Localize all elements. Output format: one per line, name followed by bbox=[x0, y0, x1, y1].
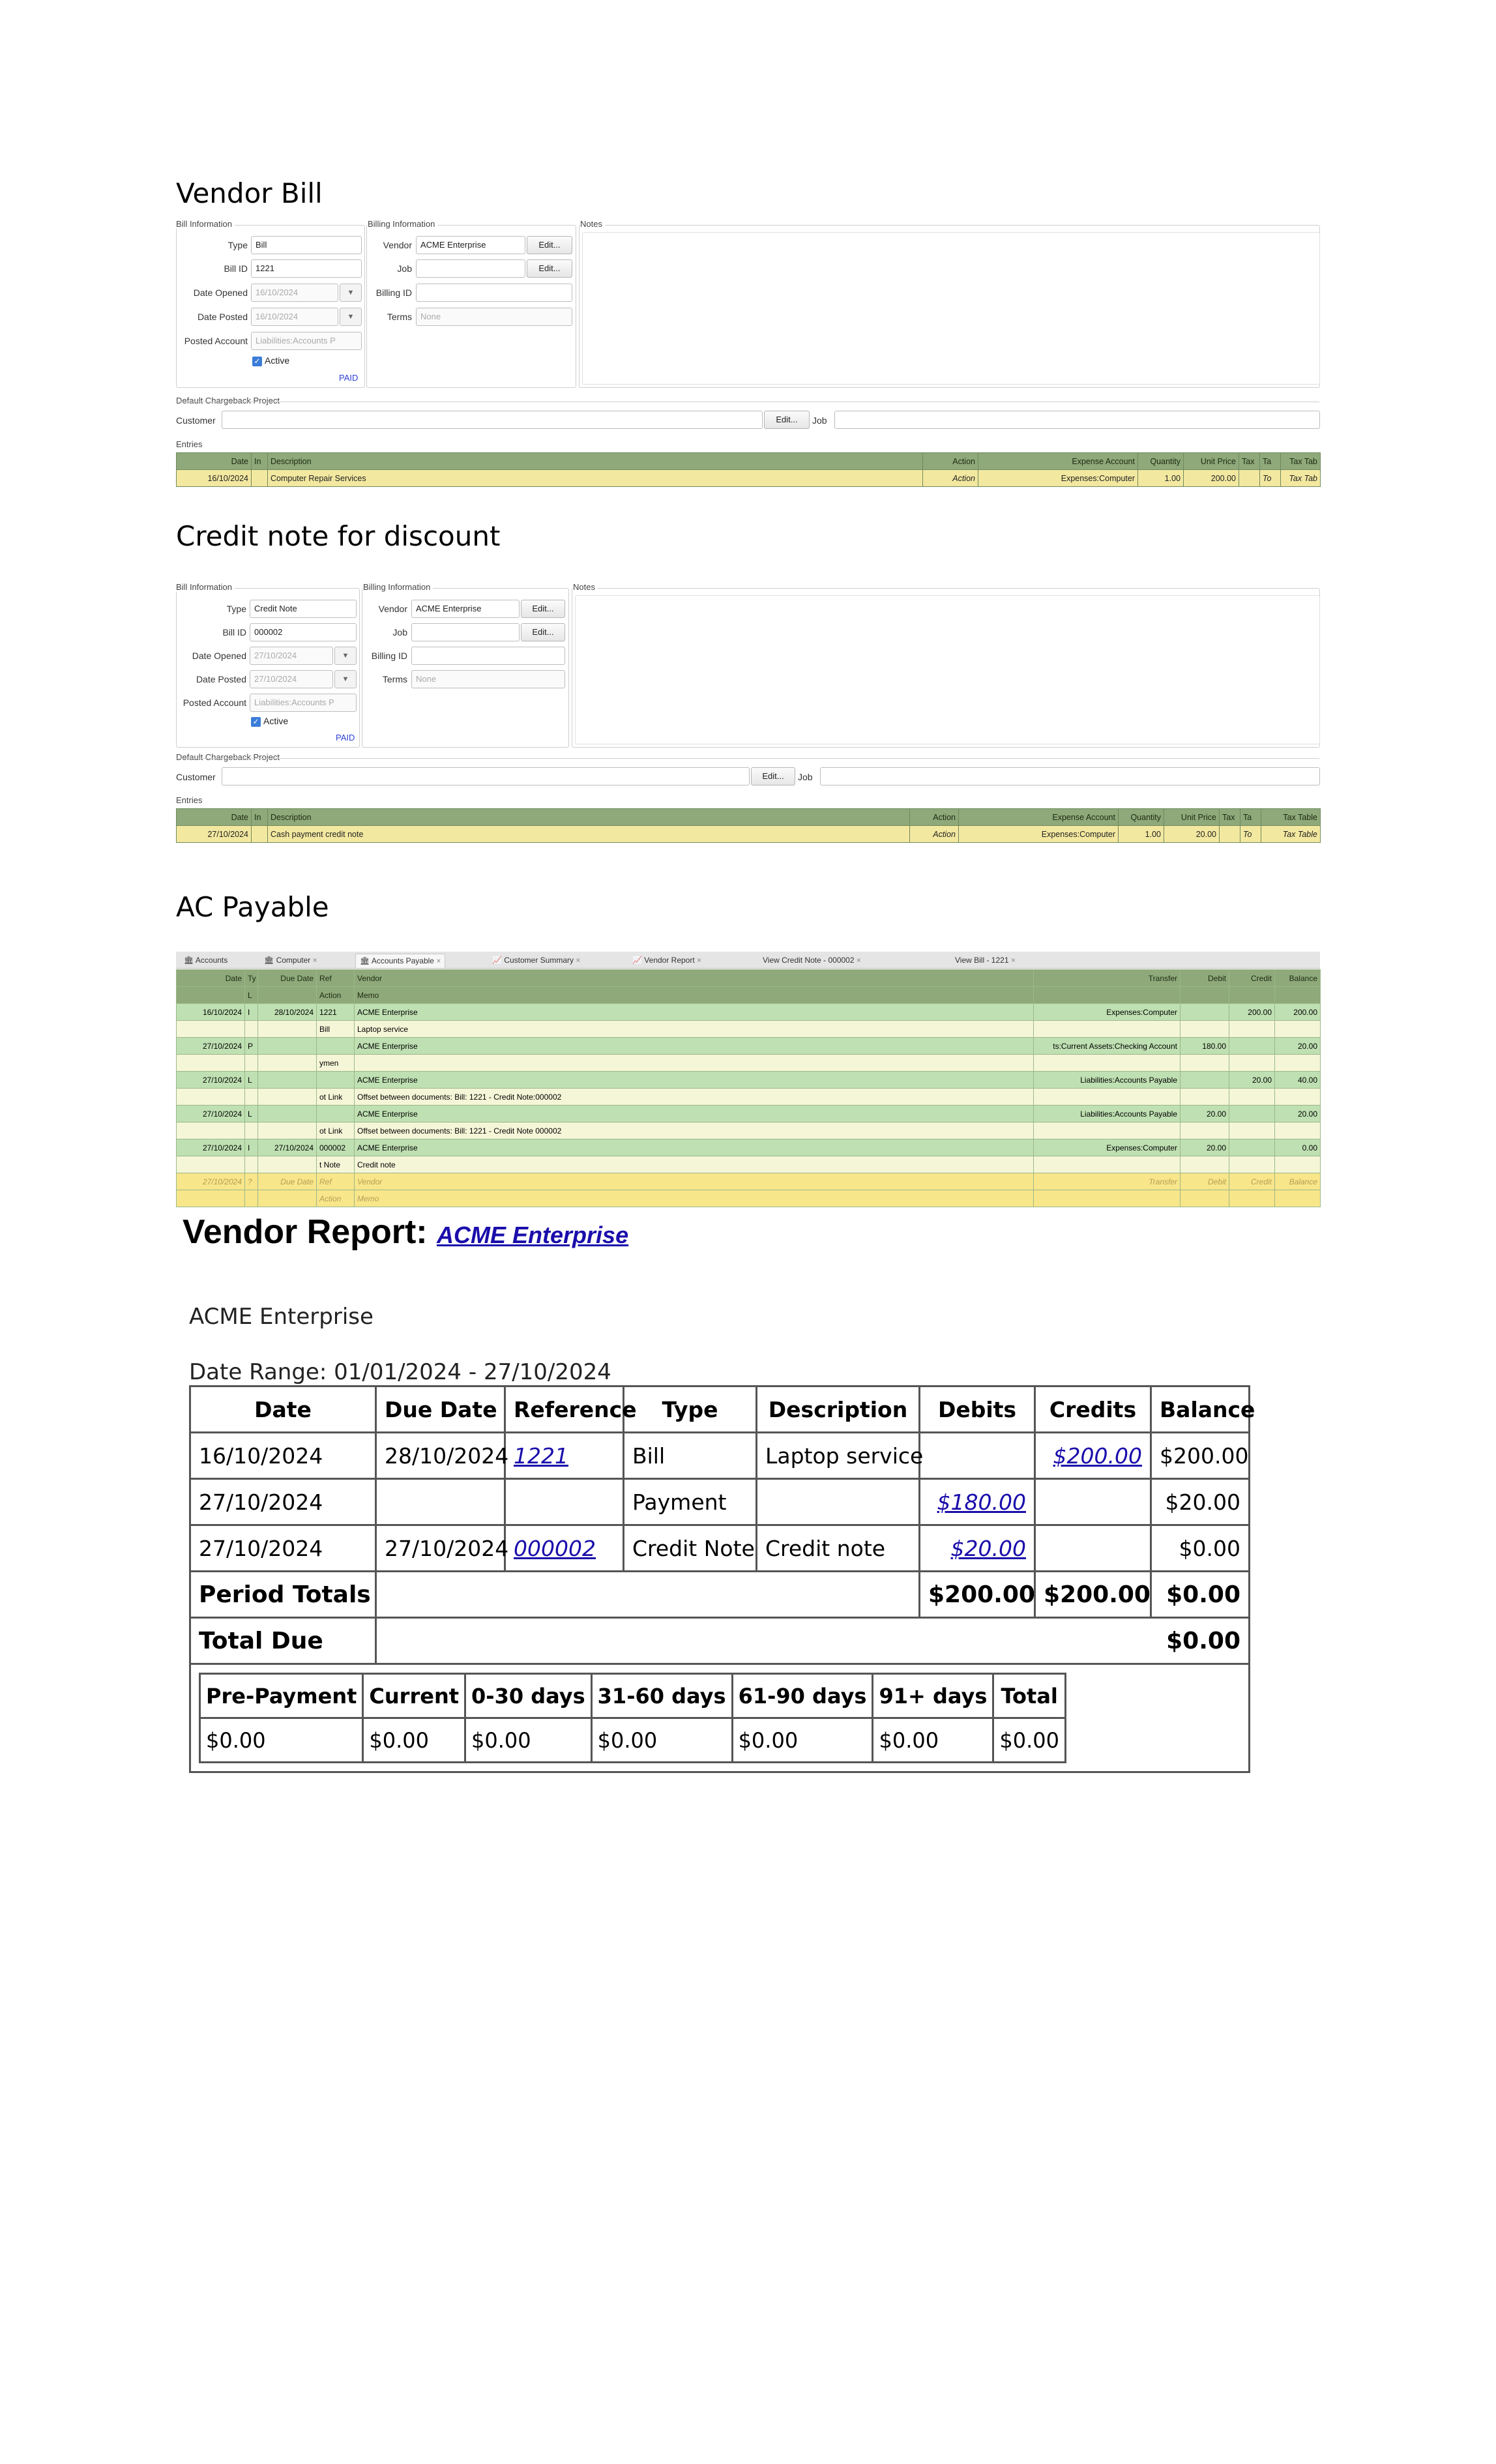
credit-notes-textarea[interactable] bbox=[575, 595, 1320, 744]
chargeback-job-label: Job bbox=[812, 415, 827, 426]
report-date-range: Date Range: 01/01/2024 - 27/10/2024 bbox=[189, 1359, 611, 1385]
credit-entries-table bbox=[176, 808, 1321, 843]
period-totals-row: Period Totals $200.00 $200.00 $0.00 bbox=[190, 1572, 1250, 1618]
terms-label: Terms bbox=[387, 312, 412, 322]
chargeback-job-field[interactable] bbox=[834, 411, 1320, 429]
tab-view-credit-note[interactable]: View Credit Note - 000002 × bbox=[763, 956, 861, 965]
credit-customer-edit-button[interactable]: Edit... bbox=[751, 767, 795, 785]
accounts-payable-register bbox=[176, 969, 1321, 1207]
table-row[interactable]: ot Link Offset between documents: Bill: 1221 - Credit Note 000002 bbox=[177, 1122, 1321, 1139]
credit-billing-info-legend: Billing Information bbox=[363, 582, 433, 592]
credit-paid-status: PAID bbox=[336, 733, 355, 742]
credit-bill-id-field[interactable]: 000002 bbox=[250, 623, 357, 641]
credit-date-posted-dropdown-icon[interactable]: ▼ bbox=[334, 670, 357, 688]
total-due-row: Total Due $0.00 bbox=[190, 1618, 1250, 1664]
tab-computer[interactable]: 🏛 Computer × bbox=[264, 956, 317, 965]
table-row[interactable]: 16/10/2024 Computer Repair Services Action Expenses:Computer 1.00 200.00 To Tax Tab bbox=[177, 470, 1321, 487]
vendor-label: Vendor bbox=[383, 240, 412, 250]
vendor-link[interactable]: ACME Enterprise bbox=[437, 1222, 629, 1248]
credit-date-opened-dropdown-icon[interactable]: ▼ bbox=[334, 647, 357, 665]
credit-bill-id-label: Bill ID bbox=[222, 627, 246, 638]
notes-textarea[interactable] bbox=[582, 232, 1320, 385]
type-label: Type bbox=[227, 240, 248, 250]
heading-vendor-bill: Vendor Bill bbox=[176, 177, 323, 209]
paid-status: PAID bbox=[339, 373, 359, 383]
tab-accounts-payable[interactable]: 🏛 Accounts Payable × bbox=[355, 954, 445, 968]
vendor-edit-button[interactable]: Edit... bbox=[527, 236, 572, 254]
aging-row bbox=[190, 1664, 1250, 1772]
close-icon[interactable]: × bbox=[1010, 956, 1016, 965]
close-icon[interactable]: × bbox=[436, 956, 441, 965]
credit-job-field[interactable] bbox=[411, 623, 520, 641]
bill-id-field[interactable]: 1221 bbox=[251, 259, 362, 278]
vendor-report-table bbox=[189, 1385, 1255, 1773]
job-label: Job bbox=[397, 263, 412, 274]
credit-terms-field[interactable]: None bbox=[411, 670, 565, 688]
vendor-field[interactable]: ACME Enterprise bbox=[416, 236, 525, 254]
credit-job-label: Job bbox=[392, 627, 407, 638]
checkmark-icon: ✓ bbox=[252, 357, 262, 366]
table-row[interactable]: ot Link Offset between documents: Bill: 1221 - Credit Note:000002 bbox=[177, 1089, 1321, 1106]
terms-field[interactable]: None bbox=[416, 308, 572, 326]
credit-date-opened-label: Date Opened bbox=[192, 651, 246, 661]
date-opened-dropdown-icon[interactable]: ▼ bbox=[340, 284, 362, 302]
table-row: 27/10/2024 Payment $180.00 $20.00 bbox=[190, 1479, 1250, 1525]
entries-legend: Entries bbox=[176, 439, 205, 449]
table-row[interactable]: 16/10/2024 I 28/10/2024 1221 ACME Enterprise Expenses:Computer 200.00 200.00 bbox=[177, 1004, 1321, 1021]
customer-field[interactable] bbox=[222, 411, 763, 429]
credit-posted-account-field[interactable]: Liabilities:Accounts P bbox=[250, 694, 357, 712]
report-vendor-name: ACME Enterprise bbox=[189, 1304, 374, 1330]
table-row[interactable]: t Note Credit note bbox=[177, 1156, 1321, 1173]
credit-date-opened-field[interactable]: 27/10/2024 bbox=[250, 647, 333, 665]
credit-customer-label: Customer bbox=[176, 772, 216, 782]
checkmark-icon: ✓ bbox=[251, 717, 261, 727]
report-header-row: Date Due Date Reference Type Description Debits Credits Balance bbox=[190, 1386, 1250, 1433]
register-tab-bar bbox=[176, 952, 1320, 969]
table-row[interactable]: Action Memo bbox=[177, 1190, 1321, 1207]
credit-date-posted-field[interactable]: 27/10/2024 bbox=[250, 670, 333, 688]
date-opened-label: Date Opened bbox=[193, 287, 248, 298]
table-row: 27/10/2024 27/10/2024 000002 Credit Note Credit note $20.00 $0.00 bbox=[190, 1525, 1250, 1572]
table-row[interactable]: 27/10/2024 L ACME Enterprise Liabilities:Accounts Payable 20.00 20.00 bbox=[177, 1106, 1321, 1122]
credit-chargeback-legend: Default Chargeback Project bbox=[176, 752, 282, 762]
table-row[interactable]: 27/10/2024 L ACME Enterprise Liabilities:Accounts Payable 20.00 40.00 bbox=[177, 1072, 1321, 1089]
debit-amount-link[interactable]: $180.00 bbox=[937, 1489, 1026, 1515]
date-opened-field[interactable]: 16/10/2024 bbox=[251, 284, 338, 302]
debit-amount-link[interactable]: $20.00 bbox=[950, 1535, 1026, 1561]
credit-vendor-label: Vendor bbox=[378, 604, 407, 614]
date-posted-label: Date Posted bbox=[197, 312, 248, 322]
credit-vendor-edit-button[interactable]: Edit... bbox=[521, 600, 565, 618]
credit-chargeback-job-field[interactable] bbox=[820, 767, 1320, 785]
credit-chargeback-job-label: Job bbox=[798, 772, 813, 782]
billing-id-field[interactable] bbox=[416, 284, 572, 302]
active-checkbox[interactable] bbox=[252, 355, 289, 366]
tab-customer-summary[interactable]: 📈 Customer Summary × bbox=[492, 956, 581, 965]
table-row[interactable]: 27/10/2024 ? Due Date Ref Vendor Transfer Debit Credit Balance bbox=[177, 1173, 1321, 1190]
bill-info-legend: Bill Information bbox=[176, 219, 235, 229]
chart-icon: 📈 bbox=[492, 956, 502, 965]
posted-account-label: Posted Account bbox=[184, 336, 248, 346]
register-header-row: L Action Memo bbox=[177, 987, 1321, 1004]
job-field[interactable] bbox=[416, 259, 525, 278]
credit-job-edit-button[interactable]: Edit... bbox=[521, 623, 565, 641]
bank-icon: 🏛 bbox=[360, 956, 370, 965]
heading-credit-note: Credit note for discount bbox=[176, 520, 501, 552]
credit-billing-id-label: Billing ID bbox=[371, 651, 407, 661]
aging-values-row: $0.00 $0.00 $0.00 $0.00 $0.00 $0.00 $0.00 bbox=[200, 1718, 1066, 1763]
credit-date-posted-label: Date Posted bbox=[196, 674, 246, 684]
credit-active-checkbox[interactable] bbox=[251, 716, 288, 727]
table-row[interactable]: 27/10/2024 P ACME Enterprise ts:Current Assets:Checking Account 180.00 20.00 bbox=[177, 1038, 1321, 1055]
bill-entries-header: Date In Description Action Expense Account Quantity Unit Price Tax Ta Tax Tab bbox=[177, 453, 1321, 470]
customer-label: Customer bbox=[176, 415, 216, 426]
credit-type-field[interactable]: Credit Note bbox=[250, 600, 357, 618]
tab-accounts[interactable]: 🏛 Accounts bbox=[184, 956, 228, 965]
credit-customer-field[interactable] bbox=[222, 767, 750, 785]
date-posted-dropdown-icon[interactable]: ▼ bbox=[340, 308, 362, 326]
bank-icon: 🏛 bbox=[264, 956, 274, 965]
billing-id-label: Billing ID bbox=[375, 287, 412, 298]
vendor-report bbox=[183, 1212, 1252, 1252]
chart-icon: 📈 bbox=[632, 956, 642, 965]
tab-view-bill[interactable]: View Bill - 1221 × bbox=[955, 956, 1016, 965]
active-label: Active bbox=[265, 355, 290, 366]
bank-icon: 🏛 bbox=[184, 956, 194, 965]
customer-edit-button[interactable]: Edit... bbox=[764, 411, 810, 429]
date-posted-field[interactable]: 16/10/2024 bbox=[251, 308, 338, 326]
close-icon[interactable]: × bbox=[856, 956, 861, 965]
reference-link[interactable]: 1221 bbox=[514, 1443, 568, 1469]
job-edit-button[interactable]: Edit... bbox=[527, 259, 572, 278]
bill-id-label: Bill ID bbox=[224, 263, 248, 274]
register-header-row: Date Ty Due Date Ref Vendor Transfer Debit Credit Balance bbox=[177, 970, 1321, 987]
posted-account-field[interactable]: Liabilities:Accounts P bbox=[251, 332, 362, 350]
report-title: Vendor Report: ACME Enterprise bbox=[183, 1213, 629, 1251]
tab-vendor-report[interactable]: 📈 Vendor Report × bbox=[632, 956, 702, 965]
table-row[interactable]: ymen bbox=[177, 1055, 1321, 1072]
credit-billing-id-field[interactable] bbox=[411, 647, 565, 665]
credit-active-label: Active bbox=[263, 716, 289, 726]
credit-entries-legend: Entries bbox=[176, 795, 205, 805]
table-row: 16/10/2024 28/10/2024 1221 Bill Laptop service $200.00 $200.00 bbox=[190, 1433, 1250, 1479]
credit-terms-label: Terms bbox=[382, 674, 407, 684]
credit-type-label: Type bbox=[226, 604, 246, 614]
credit-notes-legend: Notes bbox=[573, 582, 598, 592]
reference-link[interactable]: 000002 bbox=[514, 1535, 596, 1561]
table-row[interactable]: Bill Laptop service bbox=[177, 1021, 1321, 1038]
chargeback-legend: Default Chargeback Project bbox=[176, 396, 282, 405]
credit-bill-info-legend: Bill Information bbox=[176, 582, 235, 592]
heading-ac-payable: AC Payable bbox=[176, 891, 329, 923]
notes-legend: Notes bbox=[580, 219, 605, 229]
credit-posted-account-label: Posted Account bbox=[183, 697, 246, 708]
close-icon[interactable]: × bbox=[576, 956, 581, 965]
close-icon[interactable]: × bbox=[312, 956, 317, 965]
bill-type-field[interactable]: Bill bbox=[251, 236, 362, 254]
bill-entries-table bbox=[176, 452, 1321, 487]
credit-entries-header: Date In Description Action Expense Account Quantity Unit Price Tax Ta Tax Table bbox=[177, 809, 1321, 826]
table-row[interactable]: 27/10/2024 Cash payment credit note Action Expenses:Computer 1.00 20.00 To Tax Table bbox=[177, 826, 1321, 843]
billing-info-legend: Billing Information bbox=[368, 219, 437, 229]
close-icon[interactable]: × bbox=[697, 956, 702, 965]
credit-amount-link[interactable]: $200.00 bbox=[1053, 1443, 1142, 1469]
table-row[interactable]: 27/10/2024 I 27/10/2024 000002 ACME Enterprise Expenses:Computer 20.00 0.00 bbox=[177, 1139, 1321, 1156]
aging-table bbox=[199, 1673, 1066, 1763]
aging-header-row: Pre-Payment Current 0-30 days 31-60 days 61-90 days 91+ days Total bbox=[200, 1674, 1066, 1718]
credit-vendor-field[interactable]: ACME Enterprise bbox=[411, 600, 520, 618]
